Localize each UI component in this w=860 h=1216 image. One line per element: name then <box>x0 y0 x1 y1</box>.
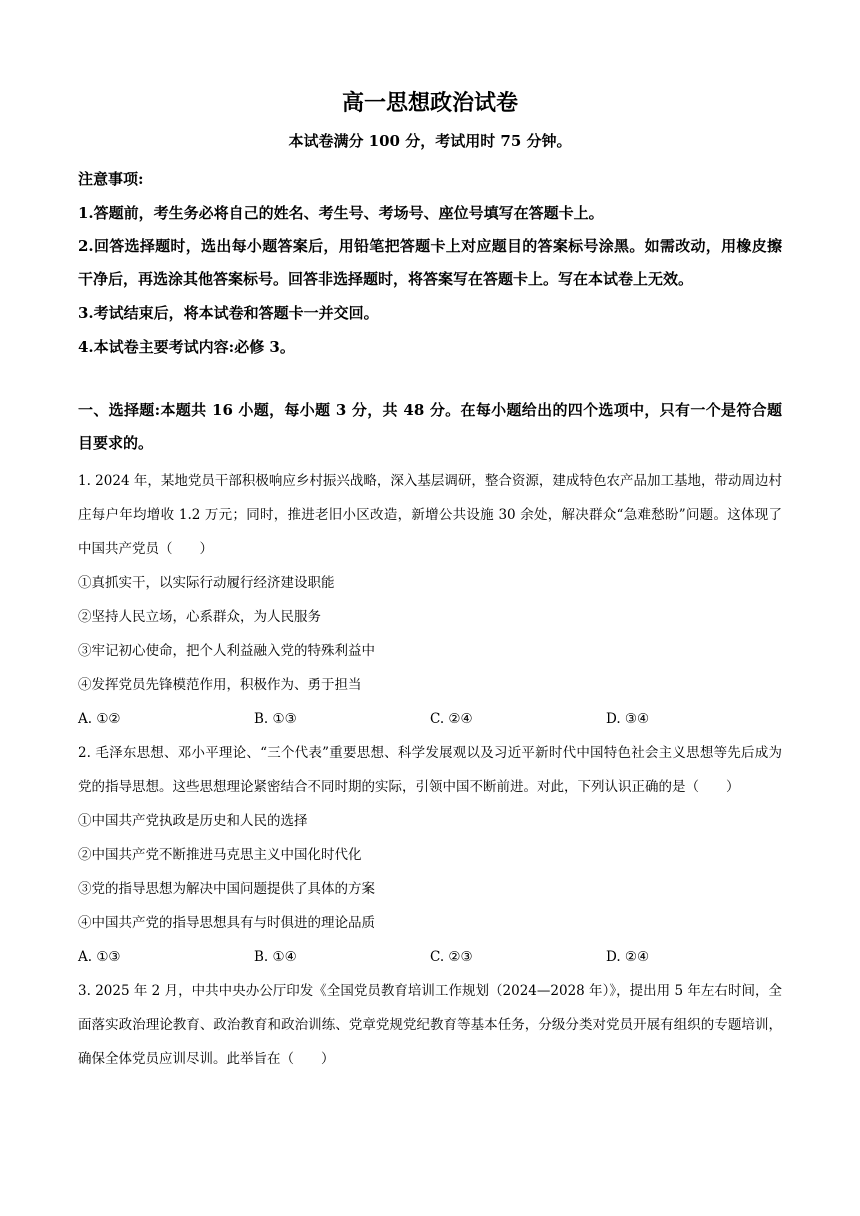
statement-item: ④中国共产党的指导思想具有与时俱进的理论品质 <box>78 915 375 931</box>
question-stem: 2. 毛泽东思想、邓小平理论、“三个代表”重要思想、科学发展观以及习近平新时代中国特色社会主义思想等先后成为党的指导思想。这些思想理论紧密结合不同时期的实际，引领中国不断前进。对此，下列认识正确的是（ ） <box>78 745 782 795</box>
question-1 <box>78 464 782 736</box>
statement-item: ④发挥党员先锋模范作用，积极作为、勇于担当 <box>78 677 362 693</box>
question-2 <box>78 736 782 974</box>
option-a: A. ①③ <box>78 949 121 965</box>
question-3 <box>78 974 782 1076</box>
answer-options <box>78 940 782 974</box>
question-stem: 1. 2024 年，某地党员干部积极响应乡村振兴战略，深入基层调研，整合资源，建成特色农产品加工基地，带动周边村庄每户年均增收 1.2 万元；同时，推进老旧小区改造，新增公共设施 30 余处，解决群众“急难愁盼”问题。这体现了中国共产党员（ ） <box>78 473 782 557</box>
notice-item-3: 3.考试结束后，将本试卷和答题卡一并交回。 <box>78 304 379 322</box>
statement-item: ①中国共产党执政是历史和人民的选择 <box>78 813 308 829</box>
section-heading: 一、选择题:本题共 16 小题，每小题 3 分，共 48 分。在每小题给出的四个选项中，只有一个是符合题目要求的。 <box>78 401 782 452</box>
option-d: D. ②④ <box>606 949 650 965</box>
notice-item-2: 2.回答选择题时，选出每小题答案后，用铅笔把答题卡上对应题目的答案标号涂黑。如需改动，用橡皮擦干净后，再选涂其他答案标号。回答非选择题时，将答案写在答题卡上。写在本试卷上无效。 <box>78 237 782 288</box>
option-d: D. ③④ <box>606 711 650 727</box>
statement-item: ②坚持人民立场，心系群众，为人民服务 <box>78 609 321 625</box>
question-list <box>78 464 782 1076</box>
notice-block <box>78 162 782 364</box>
question-stem: 3. 2025 年 2 月，中共中央办公厅印发《全国党员教育培训工作规划（2024—2028 年）》，提出用 5 年左右时间，全面落实政治理论教育、政治教育和政治训练、党章党规党纪教育等基本任务，分级分类对党员开展有组织的专题培训，确保全体党员应训尽训。此举旨在（ ） <box>78 983 782 1067</box>
option-b: B. ①④ <box>254 949 297 965</box>
option-c: C. ②③ <box>430 949 473 965</box>
statement-item: ①真抓实干，以实际行动履行经济建设职能 <box>78 575 335 591</box>
option-b: B. ①③ <box>254 711 297 727</box>
notice-item-4: 4.本试卷主要考试内容:必修 3。 <box>78 338 295 356</box>
statement-item: ③党的指导思想为解决中国问题提供了具体的方案 <box>78 881 375 897</box>
notice-heading: 注意事项: <box>78 170 144 188</box>
statement-item: ③牢记初心使命，把个人利益融入党的特殊利益中 <box>78 643 375 659</box>
option-a: A. ①② <box>78 711 121 727</box>
exam-title: 高一思想政治试卷 <box>341 90 518 116</box>
exam-subtitle: 本试卷满分 100 分，考试用时 75 分钟。 <box>288 132 572 150</box>
statement-item: ②中国共产党不断推进马克思主义中国化时代化 <box>78 847 362 863</box>
notice-item-1: 1.答题前，考生务必将自己的姓名、考生号、考场号、座位号填写在答题卡上。 <box>78 204 604 222</box>
answer-options <box>78 702 782 736</box>
option-c: C. ②④ <box>430 711 473 727</box>
